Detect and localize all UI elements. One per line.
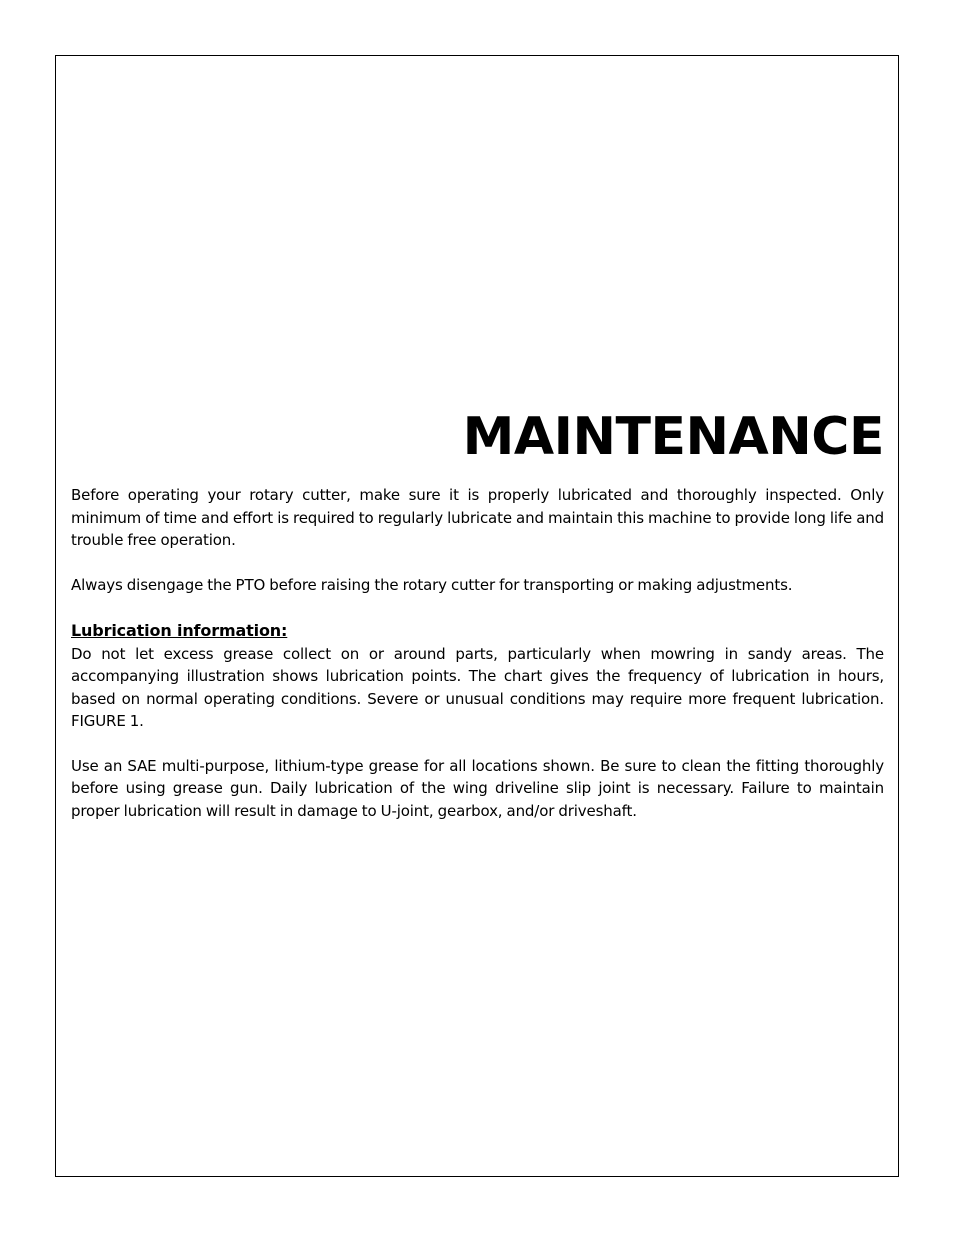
intro-paragraph: Before operating your rotary cutter, make sure it is properly lubricated and thoroughly inspected. Only minimum of time and effort is required to regularly lubricate and maintain this machine to provide long life and trouble free operation. bbox=[71, 486, 884, 549]
grease-paragraph: Use an SAE multi-purpose, lithium-type grease for all locations shown. Be sure to clean the fitting thoroughly before using grease gun. Daily lubrication of the wing driveline slip joint is necessary. Failure to maintain proper lubrication will result in damage to U-joint, gearbox, and/or driveshaft. bbox=[71, 756, 884, 820]
lubrication-heading: Lubrication information: bbox=[71, 621, 288, 640]
pto-warning-paragraph: Always disengage the PTO before raising the rotary cutter for transporting or making adjustments. bbox=[71, 575, 793, 594]
lubrication-paragraph: Do not let excess grease collect on or around parts, particularly when mowring in sandy areas. The accompanying illustration shows lubrication points. The chart gives the frequency of lubrication in hours, based on normal operating conditions. Severe or unusual conditions may require more frequent lubrication. FIGURE 1. bbox=[71, 644, 884, 730]
page-title: MAINTENANCE bbox=[462, 407, 884, 467]
maintenance-section bbox=[71, 400, 884, 822]
